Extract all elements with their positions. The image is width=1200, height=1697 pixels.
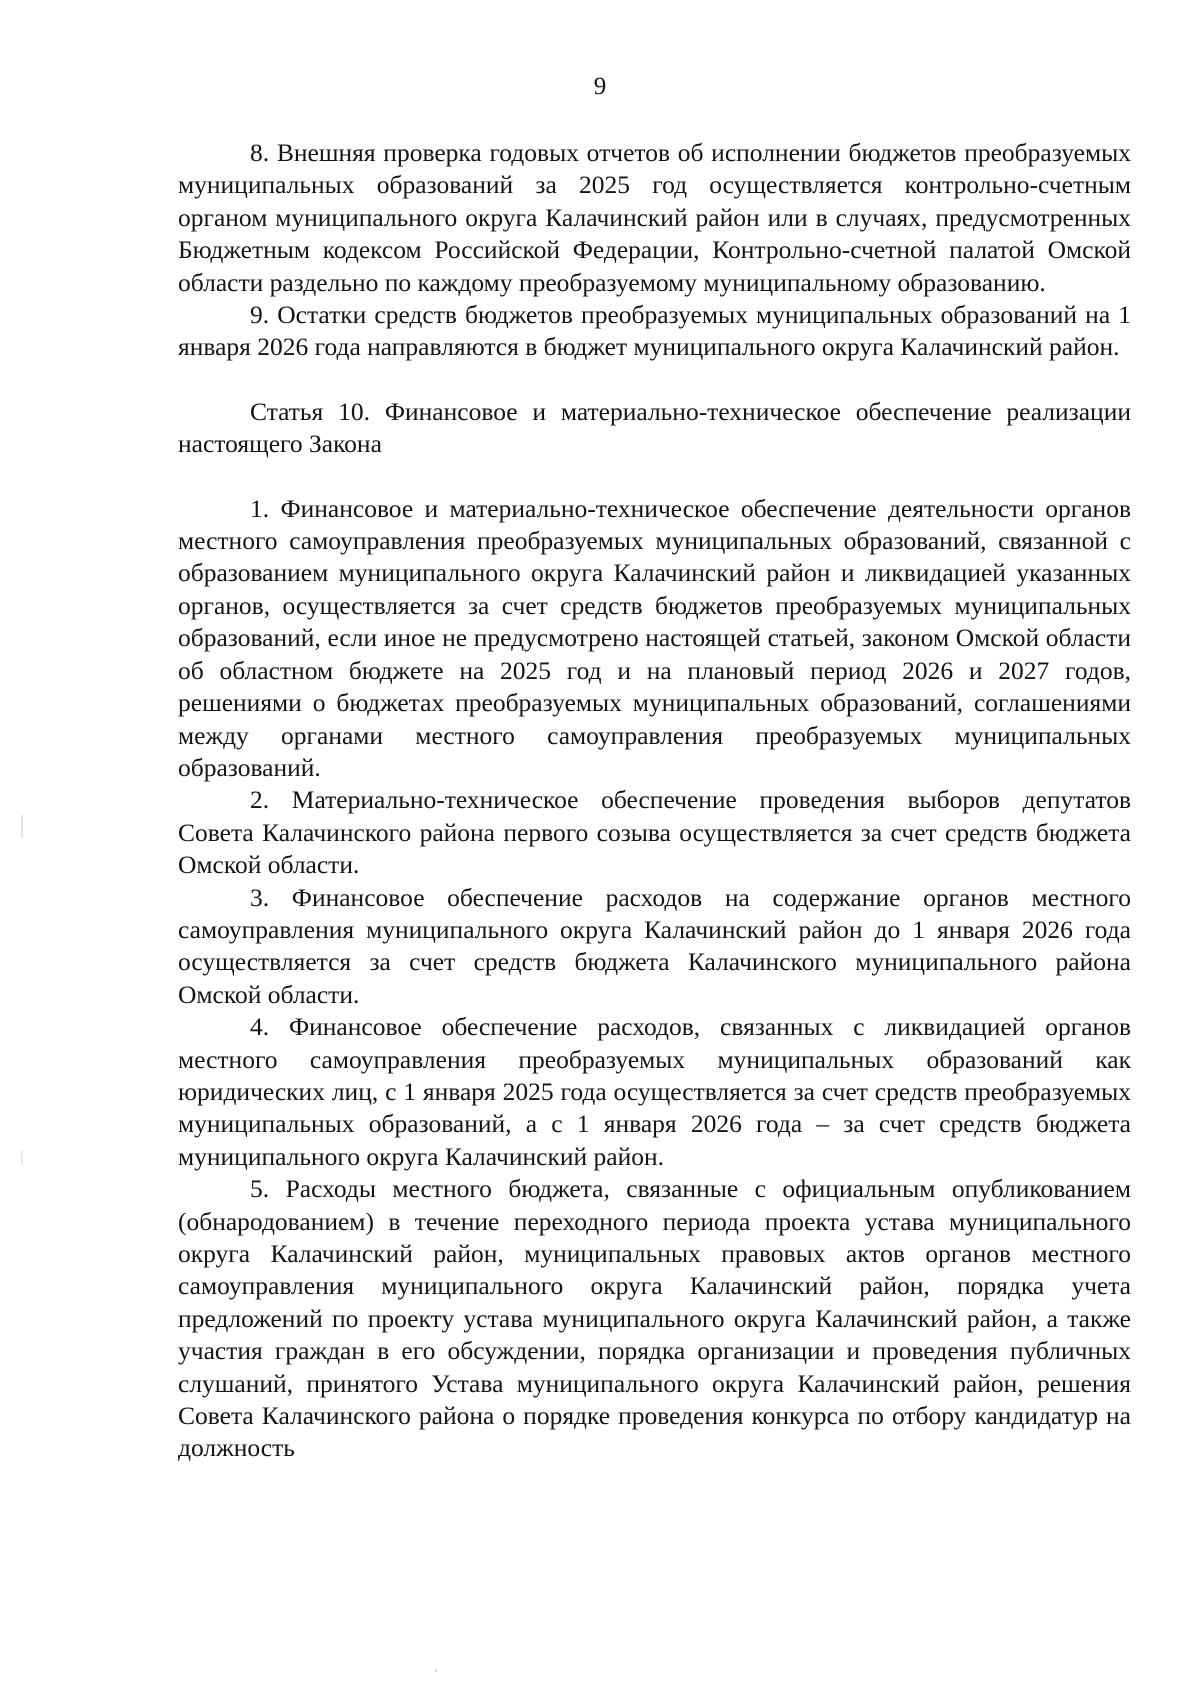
- document-body: [178, 137, 1131, 1465]
- page-number: 9: [593, 73, 607, 100]
- article-10-paragraph-3: 3. Финансовое обеспечение расходов на содержание органов местного самоуправления муниципального округа Калачинский район до 1 января 2026 года осуществляется за счет средств бюджета Калачинского муниципального района Омской области.: [178, 882, 1131, 1009]
- paragraph-8: 8. Внешняя проверка годовых отчетов об исполнении бюджетов преобразуемых муниципальных образований за 2025 год осуществляется контрольно-счетным органом муниципального округа Калачинский район или в случаях, предусмотренных Бюджетным кодексом Российской Федерации, Контрольно-счетной палатой Омской области раздельно по каждому преобразуемому муниципальному образованию.: [178, 138, 1131, 297]
- article-10-paragraph-1: 1. Финансовое и материально-техническое обеспечение деятельности органов местного самоуправления преобразуемых муниципальных образований, связанной с образованием муниципального округа Калачинский район и ликвидацией указанных органов, осуществляется за счет средств бюджетов преобразуемых муниципальных образований, если иное не предусмотрено настоящей статьей, законом Омской области об областном бюджете на 2025 год и на плановый период 2026 и 2027 годов, решениями о бюджетах преобразуемых муниципальных образований, соглашениями между органами местного самоуправления преобразуемых муниципальных образований.: [178, 493, 1131, 782]
- article-10-paragraph-5: 5. Расходы местного бюджета, связанные с официальным опубликованием (обнародованием) в течение переходного периода проекта устава муниципального округа Калачинский район, муниципальных правовых актов органов местного самоуправления муниципального округа Калачинский район, порядка учета предложений по проекту устава муниципального округа Калачинский район, а также участия граждан в его обсуждении, порядка организации и проведения публичных слушаний, принятого Устава муниципального округа Калачинский район, решения Совета Калачинского района о порядке проведения конкурса по отбору кандидатур на должность: [178, 1174, 1131, 1463]
- article-10-heading: Статья 10. Финансовое и материально-техническое обеспечение реализации настоящего Закона: [178, 396, 1131, 459]
- article-10-paragraph-4: 4. Финансовое обеспечение расходов, связанных с ликвидацией органов местного самоуправления преобразуемых муниципальных образований как юридических лиц, с 1 января 2025 года осуществляется за счет средств преобразуемых муниципальных образований, а с 1 января 2026 года – за счет средств бюджета муниципального округа Калачинский район.: [178, 1012, 1131, 1171]
- article-10-paragraph-2: 2. Материально-техническое обеспечение проведения выборов депутатов Совета Калачинского района первого созыва осуществляется за счет средств бюджета Омской области.: [178, 785, 1131, 880]
- paragraph-9: 9. Остатки средств бюджетов преобразуемых муниципальных образований на 1 января 2026 года направляются в бюджет муниципального округа Калачинский район.: [178, 300, 1131, 362]
